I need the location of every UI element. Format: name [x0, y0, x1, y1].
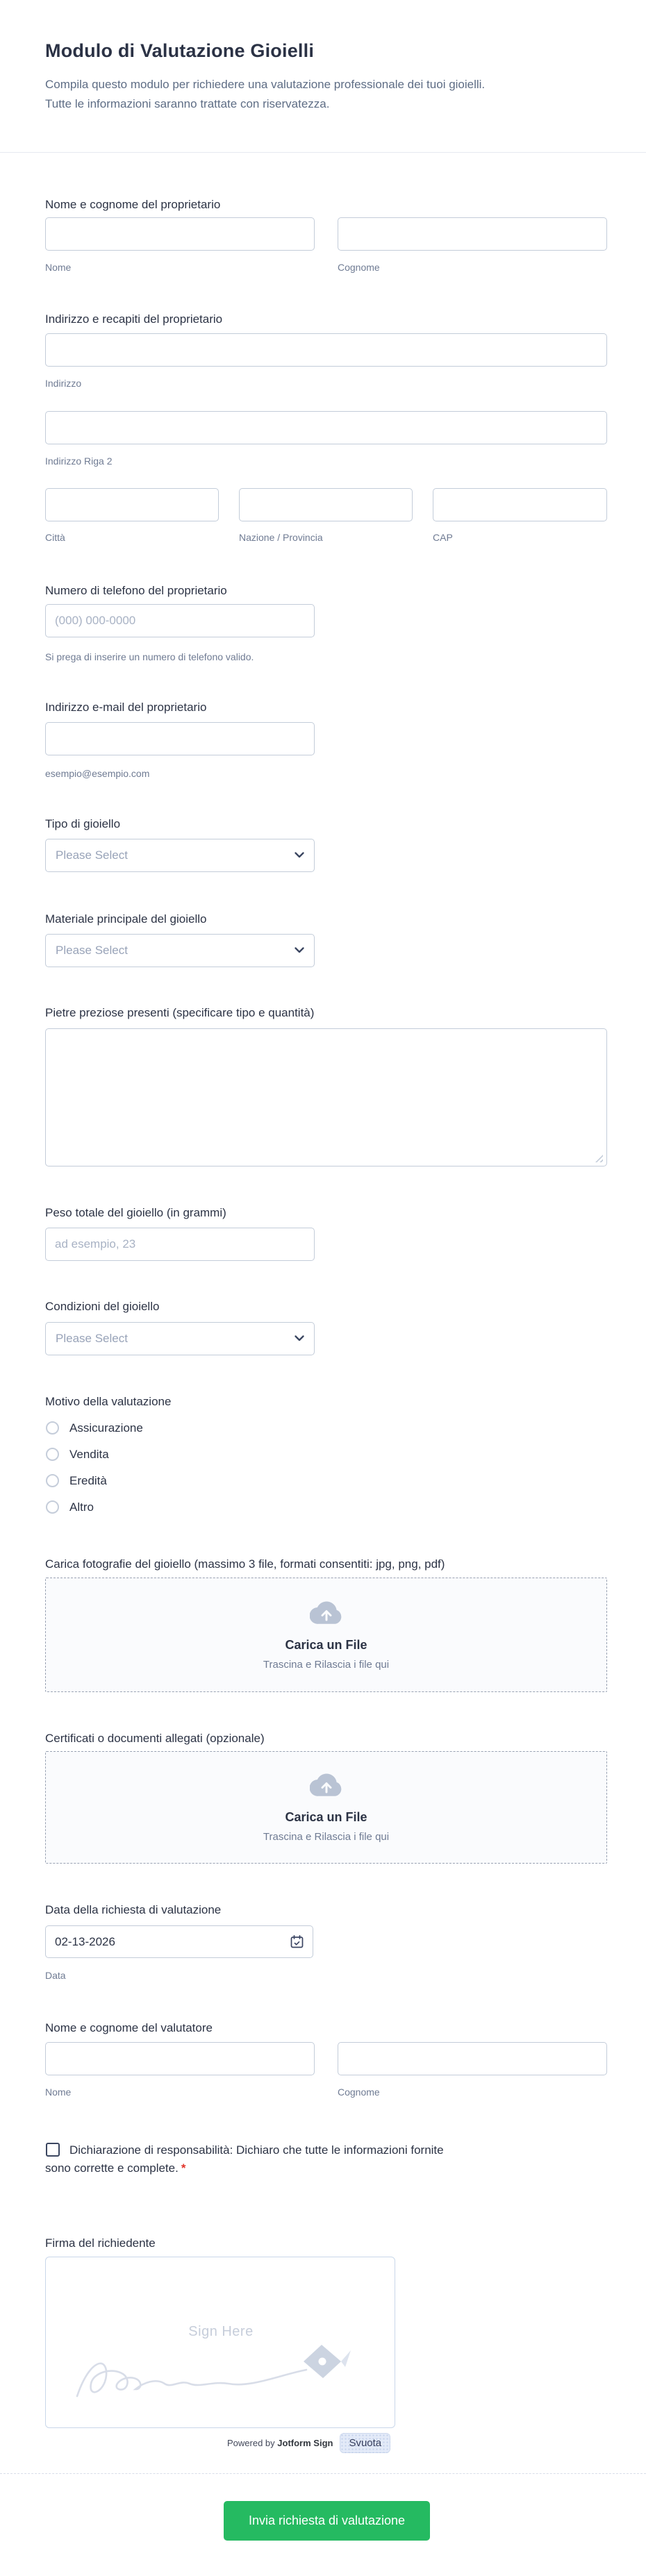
- weight-label: Peso totale del gioiello (in grammi): [45, 1206, 226, 1219]
- radio-eredita[interactable]: [46, 1474, 59, 1487]
- jewel-type-label: Tipo di gioiello: [45, 817, 121, 830]
- docs-dropzone[interactable]: [45, 1751, 607, 1864]
- header-divider: [0, 152, 646, 153]
- calendar-icon[interactable]: [290, 1934, 304, 1952]
- material-label: Materiale principale del gioiello: [45, 912, 207, 926]
- condition-label: Condizioni del gioiello: [45, 1300, 160, 1313]
- sign-here-watermark: Sign Here: [188, 2324, 254, 2339]
- email-sublabel: esempio@esempio.com: [45, 768, 150, 779]
- declaration-line2: sono corrette e complete.: [45, 2161, 179, 2175]
- state-input[interactable]: [239, 488, 413, 521]
- docs-upload-cta: Carica un File: [285, 1810, 367, 1824]
- phone-input[interactable]: [45, 604, 315, 637]
- street-sublabel: Indirizzo: [45, 378, 82, 389]
- docs-upload-label: Certificati o documenti allegati (opzionale): [45, 1732, 265, 1745]
- date-field: [45, 1925, 313, 1958]
- owner-first-name-sublabel: Nome: [45, 262, 72, 273]
- jewel-type-placeholder: Please Select: [56, 848, 128, 862]
- owner-last-name-input[interactable]: [338, 217, 607, 251]
- date-input[interactable]: [45, 1925, 313, 1958]
- pen-icon: [304, 2345, 351, 2378]
- page-subtitle-line2: Tutte le informazioni saranno trattate con riservatezza.: [45, 97, 330, 110]
- powered-by-text: Powered by Jotform Sign: [227, 2438, 333, 2448]
- page-title: Modulo di Valutazione Gioielli: [45, 40, 315, 61]
- jewel-type-select[interactable]: [45, 839, 315, 872]
- owner-first-name-input[interactable]: [45, 217, 315, 251]
- zip-input[interactable]: [433, 488, 607, 521]
- material-placeholder: Please Select: [56, 944, 128, 957]
- photos-upload-cta: Carica un File: [285, 1637, 367, 1652]
- submit-button[interactable]: Invia richiesta di valutazione: [224, 2501, 430, 2541]
- jotform-sign-brand: Jotform Sign: [277, 2438, 333, 2448]
- radio-vendita[interactable]: [46, 1448, 59, 1461]
- radio-altro[interactable]: [46, 1500, 59, 1514]
- radio-assicurazione-label[interactable]: Assicurazione: [69, 1421, 143, 1435]
- radio-altro-label[interactable]: Altro: [69, 1500, 94, 1514]
- declaration-label[interactable]: [45, 2141, 587, 2177]
- request-date-label: Data della richiesta di valutazione: [45, 1903, 222, 1916]
- email-input[interactable]: [45, 722, 315, 755]
- appraiser-last-name-sublabel: Cognome: [338, 2086, 380, 2098]
- state-sublabel: Nazione / Provincia: [239, 532, 323, 543]
- radio-eredita-label[interactable]: Eredità: [69, 1474, 107, 1487]
- footer-divider: [0, 2473, 646, 2474]
- condition-placeholder: Please Select: [56, 1332, 128, 1345]
- owner-name-label: Nome e cognome del proprietario: [45, 198, 221, 211]
- appraiser-name-label: Nome e cognome del valutatore: [45, 2021, 213, 2034]
- page-subtitle: [45, 75, 622, 114]
- street-input[interactable]: [45, 333, 607, 367]
- chevron-down-icon: [295, 849, 304, 862]
- photos-dropzone[interactable]: [45, 1578, 607, 1692]
- radio-vendita-label[interactable]: Vendita: [69, 1448, 109, 1461]
- appraiser-first-name-input[interactable]: [45, 2042, 315, 2075]
- city-input[interactable]: [45, 488, 219, 521]
- declaration-line1: Dichiarazione di responsabilità: Dichiaro che tutte le informazioni fornite: [69, 2143, 444, 2157]
- radio-assicurazione[interactable]: [46, 1421, 59, 1435]
- required-asterisk: *: [181, 2161, 186, 2175]
- appraiser-first-name-sublabel: Nome: [45, 2086, 72, 2098]
- owner-address-label: Indirizzo e recapiti del proprietario: [45, 312, 223, 326]
- signature-pad[interactable]: [45, 2257, 395, 2428]
- page-subtitle-line1: Compila questo modulo per richiedere una valutazione professionale dei tuoi gioielli.: [45, 78, 486, 91]
- weight-input[interactable]: [45, 1228, 315, 1261]
- upload-cloud-icon: [310, 1772, 343, 1800]
- signature-squiggle: [70, 2339, 376, 2423]
- signature-label: Firma del richiedente: [45, 2236, 156, 2250]
- owner-last-name-sublabel: Cognome: [338, 262, 380, 273]
- street-line2-input[interactable]: [45, 411, 607, 444]
- material-select[interactable]: [45, 934, 315, 967]
- stones-textarea[interactable]: [45, 1028, 607, 1166]
- request-date-sublabel: Data: [45, 1970, 66, 1981]
- zip-sublabel: CAP: [433, 532, 453, 543]
- upload-cloud-icon: [310, 1600, 343, 1628]
- clear-signature-button[interactable]: Svuota: [340, 2433, 390, 2453]
- docs-upload-hint: Trascina e Rilascia i file qui: [263, 1831, 390, 1843]
- reason-label: Motivo della valutazione: [45, 1395, 172, 1408]
- photos-upload-label: Carica fotografie del gioiello (massimo 3 file, formati consentiti: jpg, png, pdf): [45, 1557, 445, 1571]
- condition-select[interactable]: [45, 1322, 315, 1355]
- chevron-down-icon: [295, 1332, 304, 1345]
- stones-label: Pietre preziose presenti (specificare tipo e quantità): [45, 1006, 315, 1019]
- phone-sublabel: Si prega di inserire un numero di telefono valido.: [45, 651, 254, 662]
- appraiser-last-name-input[interactable]: [338, 2042, 607, 2075]
- city-sublabel: Città: [45, 532, 65, 543]
- email-label: Indirizzo e-mail del proprietario: [45, 701, 207, 714]
- phone-label: Numero di telefono del proprietario: [45, 584, 227, 597]
- photos-upload-hint: Trascina e Rilascia i file qui: [263, 1658, 390, 1671]
- street-line2-sublabel: Indirizzo Riga 2: [45, 455, 113, 467]
- signature-footer: [227, 2433, 390, 2453]
- chevron-down-icon: [295, 944, 304, 957]
